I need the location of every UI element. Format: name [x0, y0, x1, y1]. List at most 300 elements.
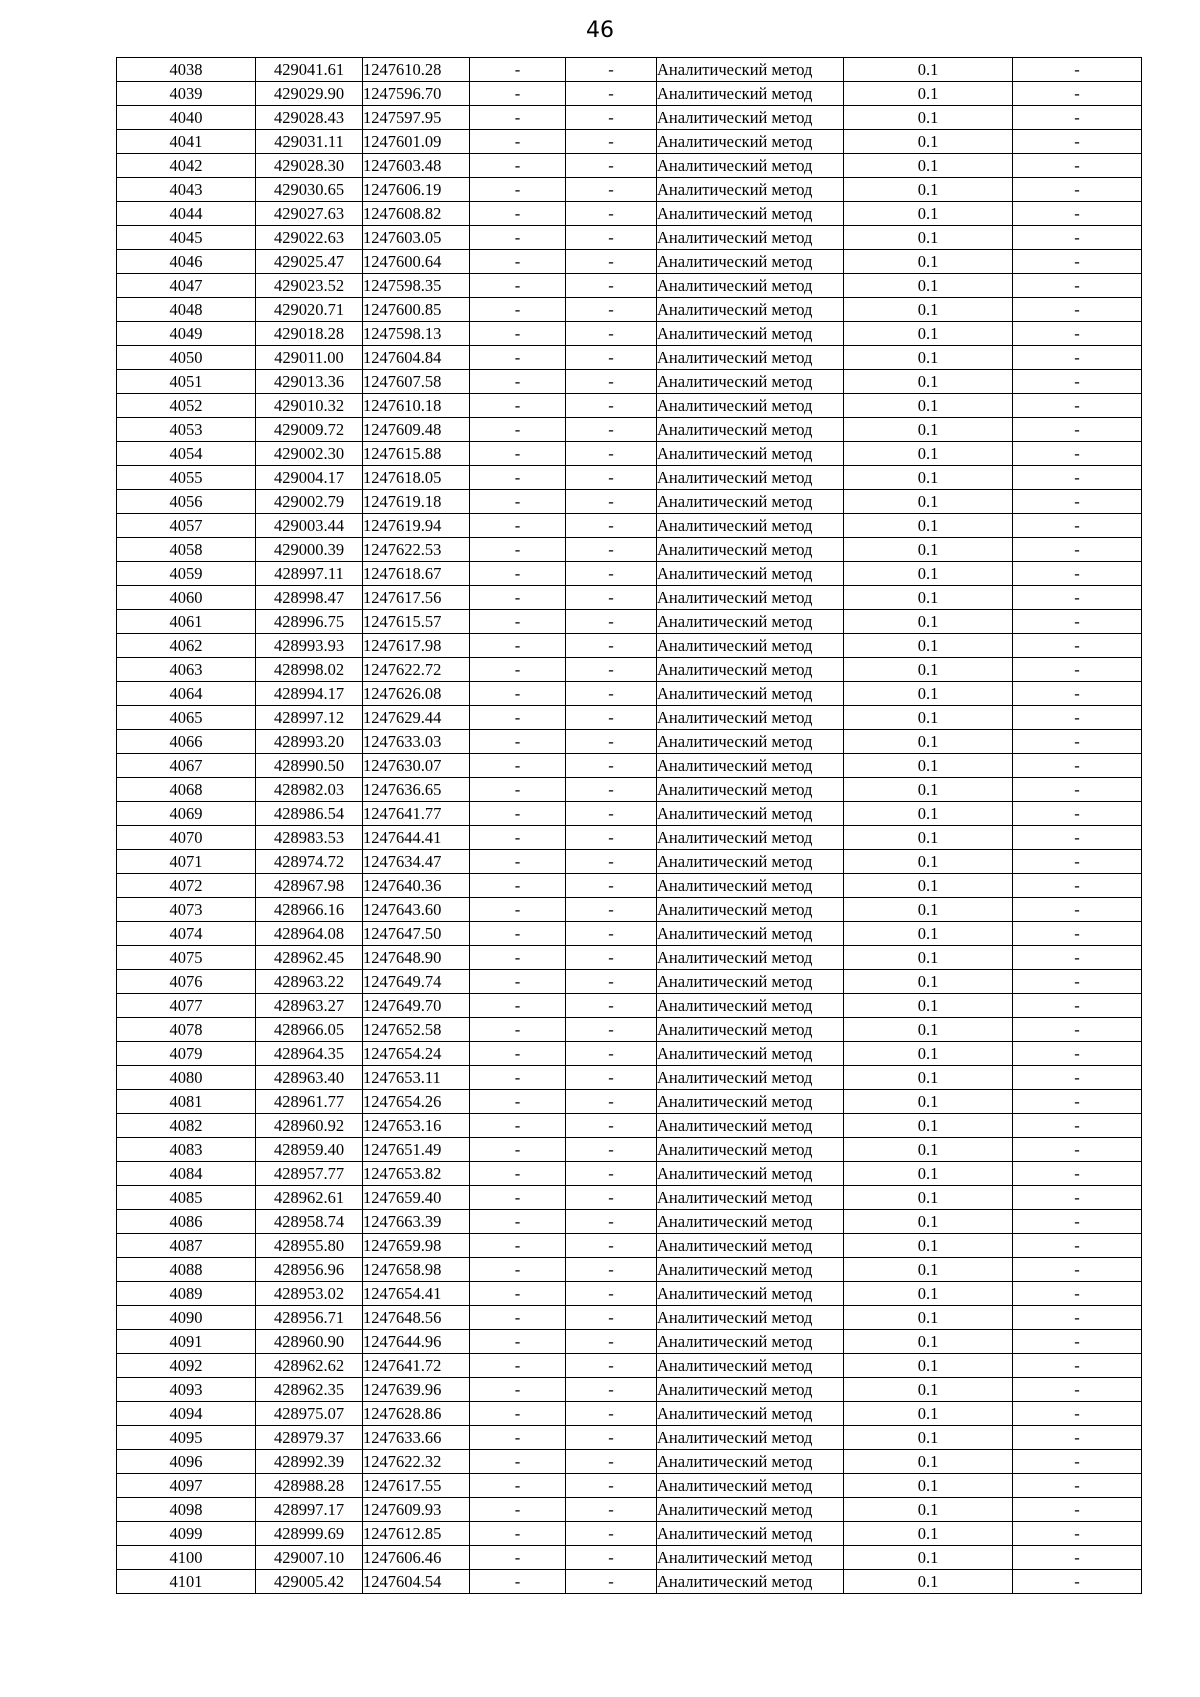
method-cell: Аналитический метод [657, 1114, 844, 1138]
point-number-cell: 4088 [117, 1258, 256, 1282]
method-cell: Аналитический метод [657, 1090, 844, 1114]
dash-cell: - [1013, 1162, 1142, 1186]
point-number-cell: 4041 [117, 130, 256, 154]
dash-cell: - [566, 130, 657, 154]
precision-cell: 0.1 [844, 898, 1013, 922]
dash-cell: - [1013, 250, 1142, 274]
x-coordinate-cell: 429028.30 [256, 154, 363, 178]
y-coordinate-cell: 1247600.85 [363, 298, 470, 322]
point-number-cell: 4093 [117, 1378, 256, 1402]
method-cell: Аналитический метод [657, 1402, 844, 1426]
x-coordinate-cell: 429031.11 [256, 130, 363, 154]
point-number-cell: 4098 [117, 1498, 256, 1522]
x-coordinate-cell: 428986.54 [256, 802, 363, 826]
dash-cell: - [470, 154, 566, 178]
point-number-cell: 4062 [117, 634, 256, 658]
dash-cell: - [470, 1474, 566, 1498]
dash-cell: - [470, 562, 566, 586]
dash-cell: - [1013, 346, 1142, 370]
method-cell: Аналитический метод [657, 562, 844, 586]
dash-cell: - [1013, 826, 1142, 850]
dash-cell: - [566, 1354, 657, 1378]
method-cell: Аналитический метод [657, 1330, 844, 1354]
dash-cell: - [470, 322, 566, 346]
table-row [117, 970, 1142, 994]
dash-cell: - [470, 202, 566, 226]
x-coordinate-cell: 428998.47 [256, 586, 363, 610]
dash-cell: - [470, 706, 566, 730]
dash-cell: - [470, 610, 566, 634]
table-row [117, 1258, 1142, 1282]
dash-cell: - [1013, 586, 1142, 610]
precision-cell: 0.1 [844, 106, 1013, 130]
dash-cell: - [566, 1522, 657, 1546]
table-row [117, 946, 1142, 970]
precision-cell: 0.1 [844, 1402, 1013, 1426]
y-coordinate-cell: 1247603.05 [363, 226, 470, 250]
table-row [117, 634, 1142, 658]
dash-cell: - [1013, 538, 1142, 562]
precision-cell: 0.1 [844, 874, 1013, 898]
precision-cell: 0.1 [844, 370, 1013, 394]
dash-cell: - [470, 274, 566, 298]
dash-cell: - [566, 826, 657, 850]
dash-cell: - [566, 442, 657, 466]
x-coordinate-cell: 428996.75 [256, 610, 363, 634]
x-coordinate-cell: 429007.10 [256, 1546, 363, 1570]
precision-cell: 0.1 [844, 1090, 1013, 1114]
method-cell: Аналитический метод [657, 58, 844, 82]
table-row [117, 874, 1142, 898]
method-cell: Аналитический метод [657, 1162, 844, 1186]
precision-cell: 0.1 [844, 1426, 1013, 1450]
x-coordinate-cell: 428957.77 [256, 1162, 363, 1186]
point-number-cell: 4077 [117, 994, 256, 1018]
method-cell: Аналитический метод [657, 322, 844, 346]
x-coordinate-cell: 429030.65 [256, 178, 363, 202]
table-row [117, 466, 1142, 490]
dash-cell: - [470, 442, 566, 466]
method-cell: Аналитический метод [657, 250, 844, 274]
point-number-cell: 4070 [117, 826, 256, 850]
dash-cell: - [566, 1234, 657, 1258]
x-coordinate-cell: 428998.02 [256, 658, 363, 682]
dash-cell: - [566, 1282, 657, 1306]
table-row [117, 1378, 1142, 1402]
dash-cell: - [566, 1546, 657, 1570]
method-cell: Аналитический метод [657, 994, 844, 1018]
method-cell: Аналитический метод [657, 1258, 844, 1282]
precision-cell: 0.1 [844, 178, 1013, 202]
table-row [117, 1162, 1142, 1186]
dash-cell: - [470, 1282, 566, 1306]
dash-cell: - [1013, 202, 1142, 226]
dash-cell: - [470, 82, 566, 106]
dash-cell: - [1013, 418, 1142, 442]
dash-cell: - [566, 1402, 657, 1426]
dash-cell: - [470, 586, 566, 610]
y-coordinate-cell: 1247615.57 [363, 610, 470, 634]
y-coordinate-cell: 1247606.46 [363, 1546, 470, 1570]
table-row [117, 730, 1142, 754]
table-row [117, 1114, 1142, 1138]
x-coordinate-cell: 428960.90 [256, 1330, 363, 1354]
table-row [117, 706, 1142, 730]
precision-cell: 0.1 [844, 202, 1013, 226]
y-coordinate-cell: 1247648.56 [363, 1306, 470, 1330]
dash-cell: - [566, 562, 657, 586]
table-row [117, 394, 1142, 418]
dash-cell: - [1013, 1354, 1142, 1378]
x-coordinate-cell: 428983.53 [256, 826, 363, 850]
x-coordinate-cell: 429025.47 [256, 250, 363, 274]
method-cell: Аналитический метод [657, 1522, 844, 1546]
method-cell: Аналитический метод [657, 658, 844, 682]
y-coordinate-cell: 1247649.74 [363, 970, 470, 994]
dash-cell: - [470, 850, 566, 874]
table-row [117, 1570, 1142, 1594]
x-coordinate-cell: 428997.17 [256, 1498, 363, 1522]
x-coordinate-cell: 428988.28 [256, 1474, 363, 1498]
dash-cell: - [566, 970, 657, 994]
dash-cell: - [566, 202, 657, 226]
y-coordinate-cell: 1247612.85 [363, 1522, 470, 1546]
dash-cell: - [470, 634, 566, 658]
method-cell: Аналитический метод [657, 442, 844, 466]
precision-cell: 0.1 [844, 802, 1013, 826]
x-coordinate-cell: 428964.08 [256, 922, 363, 946]
y-coordinate-cell: 1247649.70 [363, 994, 470, 1018]
point-number-cell: 4063 [117, 658, 256, 682]
dash-cell: - [566, 418, 657, 442]
point-number-cell: 4068 [117, 778, 256, 802]
table-row [117, 442, 1142, 466]
x-coordinate-cell: 428997.12 [256, 706, 363, 730]
dash-cell: - [470, 1234, 566, 1258]
y-coordinate-cell: 1247648.90 [363, 946, 470, 970]
dash-cell: - [470, 1114, 566, 1138]
precision-cell: 0.1 [844, 970, 1013, 994]
x-coordinate-cell: 428963.22 [256, 970, 363, 994]
point-number-cell: 4050 [117, 346, 256, 370]
x-coordinate-cell: 428964.35 [256, 1042, 363, 1066]
precision-cell: 0.1 [844, 442, 1013, 466]
table-row [117, 1354, 1142, 1378]
method-cell: Аналитический метод [657, 970, 844, 994]
y-coordinate-cell: 1247606.19 [363, 178, 470, 202]
dash-cell: - [1013, 1402, 1142, 1426]
y-coordinate-cell: 1247653.11 [363, 1066, 470, 1090]
point-number-cell: 4042 [117, 154, 256, 178]
dash-cell: - [1013, 1282, 1142, 1306]
dash-cell: - [470, 658, 566, 682]
point-number-cell: 4055 [117, 466, 256, 490]
point-number-cell: 4075 [117, 946, 256, 970]
dash-cell: - [566, 658, 657, 682]
table-row [117, 778, 1142, 802]
dash-cell: - [470, 1042, 566, 1066]
dash-cell: - [470, 970, 566, 994]
x-coordinate-cell: 429020.71 [256, 298, 363, 322]
table-row [117, 490, 1142, 514]
method-cell: Аналитический метод [657, 1378, 844, 1402]
x-coordinate-cell: 429013.36 [256, 370, 363, 394]
point-number-cell: 4078 [117, 1018, 256, 1042]
dash-cell: - [470, 1570, 566, 1594]
dash-cell: - [470, 898, 566, 922]
x-coordinate-cell: 428999.69 [256, 1522, 363, 1546]
y-coordinate-cell: 1247654.26 [363, 1090, 470, 1114]
point-number-cell: 4092 [117, 1354, 256, 1378]
dash-cell: - [470, 922, 566, 946]
y-coordinate-cell: 1247654.41 [363, 1282, 470, 1306]
y-coordinate-cell: 1247617.98 [363, 634, 470, 658]
precision-cell: 0.1 [844, 1306, 1013, 1330]
table-row [117, 298, 1142, 322]
dash-cell: - [1013, 106, 1142, 130]
y-coordinate-cell: 1247652.58 [363, 1018, 470, 1042]
precision-cell: 0.1 [844, 154, 1013, 178]
dash-cell: - [1013, 1474, 1142, 1498]
dash-cell: - [566, 370, 657, 394]
dash-cell: - [470, 1210, 566, 1234]
dash-cell: - [470, 754, 566, 778]
method-cell: Аналитический метод [657, 1210, 844, 1234]
x-coordinate-cell: 428960.92 [256, 1114, 363, 1138]
x-coordinate-cell: 428958.74 [256, 1210, 363, 1234]
dash-cell: - [1013, 1210, 1142, 1234]
x-coordinate-cell: 429002.30 [256, 442, 363, 466]
precision-cell: 0.1 [844, 1354, 1013, 1378]
point-number-cell: 4090 [117, 1306, 256, 1330]
dash-cell: - [566, 1378, 657, 1402]
precision-cell: 0.1 [844, 82, 1013, 106]
x-coordinate-cell: 428966.05 [256, 1018, 363, 1042]
point-number-cell: 4079 [117, 1042, 256, 1066]
point-number-cell: 4044 [117, 202, 256, 226]
dash-cell: - [1013, 490, 1142, 514]
x-coordinate-cell: 428963.27 [256, 994, 363, 1018]
dash-cell: - [470, 418, 566, 442]
dash-cell: - [470, 1522, 566, 1546]
method-cell: Аналитический метод [657, 682, 844, 706]
point-number-cell: 4085 [117, 1186, 256, 1210]
dash-cell: - [1013, 754, 1142, 778]
x-coordinate-cell: 428992.39 [256, 1450, 363, 1474]
y-coordinate-cell: 1247641.77 [363, 802, 470, 826]
dash-cell: - [566, 754, 657, 778]
table-row [117, 178, 1142, 202]
dash-cell: - [1013, 1546, 1142, 1570]
x-coordinate-cell: 428962.61 [256, 1186, 363, 1210]
dash-cell: - [470, 370, 566, 394]
table-row [117, 610, 1142, 634]
method-cell: Аналитический метод [657, 1426, 844, 1450]
table-row [117, 1306, 1142, 1330]
y-coordinate-cell: 1247634.47 [363, 850, 470, 874]
point-number-cell: 4071 [117, 850, 256, 874]
dash-cell: - [470, 994, 566, 1018]
precision-cell: 0.1 [844, 1138, 1013, 1162]
y-coordinate-cell: 1247622.32 [363, 1450, 470, 1474]
table-row [117, 346, 1142, 370]
dash-cell: - [1013, 1114, 1142, 1138]
precision-cell: 0.1 [844, 730, 1013, 754]
point-number-cell: 4074 [117, 922, 256, 946]
precision-cell: 0.1 [844, 130, 1013, 154]
precision-cell: 0.1 [844, 1066, 1013, 1090]
y-coordinate-cell: 1247653.82 [363, 1162, 470, 1186]
point-number-cell: 4099 [117, 1522, 256, 1546]
precision-cell: 0.1 [844, 538, 1013, 562]
dash-cell: - [470, 538, 566, 562]
precision-cell: 0.1 [844, 322, 1013, 346]
x-coordinate-cell: 428993.93 [256, 634, 363, 658]
dash-cell: - [470, 466, 566, 490]
method-cell: Аналитический метод [657, 346, 844, 370]
x-coordinate-cell: 429009.72 [256, 418, 363, 442]
method-cell: Аналитический метод [657, 514, 844, 538]
point-number-cell: 4089 [117, 1282, 256, 1306]
x-coordinate-cell: 428962.45 [256, 946, 363, 970]
dash-cell: - [1013, 922, 1142, 946]
point-number-cell: 4053 [117, 418, 256, 442]
dash-cell: - [566, 1018, 657, 1042]
y-coordinate-cell: 1247647.50 [363, 922, 470, 946]
dash-cell: - [1013, 850, 1142, 874]
table-row [117, 1234, 1142, 1258]
method-cell: Аналитический метод [657, 466, 844, 490]
y-coordinate-cell: 1247617.55 [363, 1474, 470, 1498]
dash-cell: - [470, 1258, 566, 1282]
y-coordinate-cell: 1247607.58 [363, 370, 470, 394]
precision-cell: 0.1 [844, 706, 1013, 730]
point-number-cell: 4066 [117, 730, 256, 754]
x-coordinate-cell: 428961.77 [256, 1090, 363, 1114]
table-row [117, 250, 1142, 274]
dash-cell: - [1013, 1018, 1142, 1042]
method-cell: Аналитический метод [657, 274, 844, 298]
precision-cell: 0.1 [844, 1018, 1013, 1042]
dash-cell: - [470, 130, 566, 154]
dash-cell: - [1013, 274, 1142, 298]
dash-cell: - [1013, 898, 1142, 922]
y-coordinate-cell: 1247604.54 [363, 1570, 470, 1594]
y-coordinate-cell: 1247603.48 [363, 154, 470, 178]
method-cell: Аналитический метод [657, 826, 844, 850]
dash-cell: - [470, 802, 566, 826]
dash-cell: - [1013, 82, 1142, 106]
dash-cell: - [470, 874, 566, 898]
precision-cell: 0.1 [844, 634, 1013, 658]
dash-cell: - [566, 994, 657, 1018]
table-row [117, 1138, 1142, 1162]
dash-cell: - [1013, 706, 1142, 730]
point-number-cell: 4100 [117, 1546, 256, 1570]
precision-cell: 0.1 [844, 1522, 1013, 1546]
dash-cell: - [470, 730, 566, 754]
point-number-cell: 4043 [117, 178, 256, 202]
method-cell: Аналитический метод [657, 370, 844, 394]
table-row [117, 58, 1142, 82]
dash-cell: - [1013, 946, 1142, 970]
method-cell: Аналитический метод [657, 730, 844, 754]
precision-cell: 0.1 [844, 1042, 1013, 1066]
method-cell: Аналитический метод [657, 1066, 844, 1090]
dash-cell: - [566, 1090, 657, 1114]
dash-cell: - [566, 322, 657, 346]
dash-cell: - [1013, 610, 1142, 634]
dash-cell: - [1013, 634, 1142, 658]
dash-cell: - [566, 1114, 657, 1138]
x-coordinate-cell: 428953.02 [256, 1282, 363, 1306]
method-cell: Аналитический метод [657, 1498, 844, 1522]
point-number-cell: 4094 [117, 1402, 256, 1426]
dash-cell: - [470, 1378, 566, 1402]
table-row [117, 322, 1142, 346]
x-coordinate-cell: 428990.50 [256, 754, 363, 778]
dash-cell: - [1013, 1306, 1142, 1330]
precision-cell: 0.1 [844, 418, 1013, 442]
dash-cell: - [470, 490, 566, 514]
precision-cell: 0.1 [844, 850, 1013, 874]
method-cell: Аналитический метод [657, 706, 844, 730]
dash-cell: - [566, 466, 657, 490]
point-number-cell: 4086 [117, 1210, 256, 1234]
dash-cell: - [1013, 1090, 1142, 1114]
dash-cell: - [566, 1474, 657, 1498]
x-coordinate-cell: 428993.20 [256, 730, 363, 754]
method-cell: Аналитический метод [657, 1186, 844, 1210]
x-coordinate-cell: 428963.40 [256, 1066, 363, 1090]
dash-cell: - [566, 850, 657, 874]
point-number-cell: 4059 [117, 562, 256, 586]
dash-cell: - [566, 1162, 657, 1186]
page-number: 46 [586, 18, 614, 43]
dash-cell: - [566, 1306, 657, 1330]
dash-cell: - [1013, 1138, 1142, 1162]
table-row [117, 1282, 1142, 1306]
table-row [117, 106, 1142, 130]
x-coordinate-cell: 429027.63 [256, 202, 363, 226]
precision-cell: 0.1 [844, 1162, 1013, 1186]
dash-cell: - [566, 1450, 657, 1474]
precision-cell: 0.1 [844, 922, 1013, 946]
point-number-cell: 4040 [117, 106, 256, 130]
y-coordinate-cell: 1247615.88 [363, 442, 470, 466]
x-coordinate-cell: 428956.96 [256, 1258, 363, 1282]
dash-cell: - [566, 274, 657, 298]
point-number-cell: 4067 [117, 754, 256, 778]
y-coordinate-cell: 1247636.65 [363, 778, 470, 802]
table-row [117, 418, 1142, 442]
point-number-cell: 4064 [117, 682, 256, 706]
y-coordinate-cell: 1247633.66 [363, 1426, 470, 1450]
table-row [117, 1018, 1142, 1042]
dash-cell: - [1013, 1450, 1142, 1474]
dash-cell: - [566, 1426, 657, 1450]
precision-cell: 0.1 [844, 1114, 1013, 1138]
y-coordinate-cell: 1247609.48 [363, 418, 470, 442]
dash-cell: - [470, 514, 566, 538]
dash-cell: - [470, 250, 566, 274]
y-coordinate-cell: 1247641.72 [363, 1354, 470, 1378]
dash-cell: - [566, 1042, 657, 1066]
table-row [117, 922, 1142, 946]
x-coordinate-cell: 428962.35 [256, 1378, 363, 1402]
precision-cell: 0.1 [844, 346, 1013, 370]
dash-cell: - [470, 1162, 566, 1186]
